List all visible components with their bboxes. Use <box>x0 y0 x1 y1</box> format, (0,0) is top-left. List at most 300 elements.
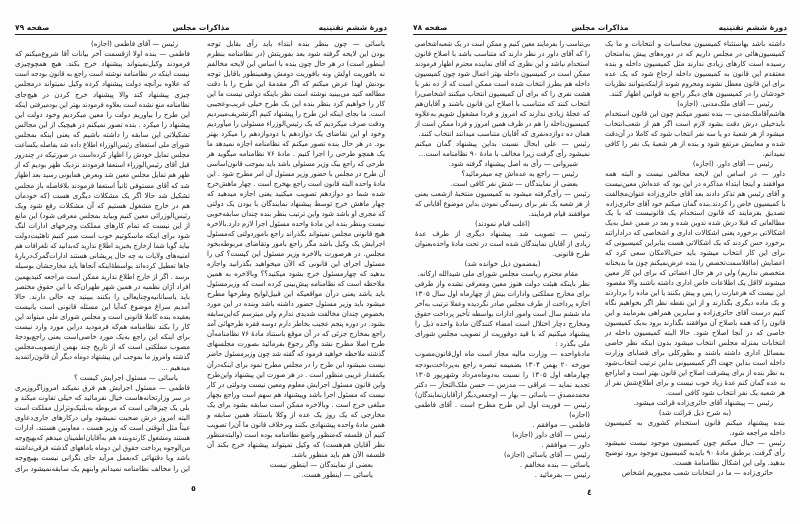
text-line <box>15 242 190 251</box>
text-line-content: آن طرح در مجلس با حضور وزیر مسئول آن امر مطرح شود . این <box>206 170 385 179</box>
text-line <box>605 200 785 209</box>
text-line-content: نمیدانم. <box>762 149 785 158</box>
text-line <box>207 270 385 279</box>
text-line <box>415 330 590 339</box>
text-line-content: آمدیم سراغ موضوع که‌آیا این مسئله قانونی است یانیست <box>15 302 190 311</box>
text-line-content: تصدیق بفرمایند که قانون استخدام یک قانونیست که با یک <box>605 209 785 218</box>
text-line-content: ماه ششم سال است وامور ادارات بواسطه تأخیر پرداخت حقوق <box>414 310 590 319</box>
text-line-content: نظامنامه منع نشده است بعلاوه فرمودند بهتر این بودمیرفتی اینکه <box>15 100 190 109</box>
text-line-content: نیست اینکه در نظامنامه نوشته است راجع به قانون بودجه است <box>15 70 190 79</box>
text-line-content: قانون را که همه باصلاح آن موافقند بگذارند برود به‌یک کمیسیون <box>604 319 785 328</box>
text-line-content: نمیشود رأی گرفت زیرا مخالف با مادهٔ ۹۰ نظامنامه است... <box>418 150 590 159</box>
text-line <box>605 70 785 79</box>
text-line-content: یاسائی — مسئول اجرایش کیست ؟ <box>73 373 178 382</box>
text-line <box>15 222 190 231</box>
text-line-content: مجلس تمایل خودش را اظهار کرده‌است در صورتیکه در چندروز <box>15 151 190 160</box>
text-line <box>15 252 190 261</box>
text-line-content: شود برای اینکه ماسکوتیم خوب است صبر کنیم تاهئیت‌دولت <box>15 232 190 241</box>
text-line-content: خودشان را در کمیسیون های دیگر راجع به قوانین اظهار کنند. <box>608 89 785 98</box>
text-line <box>15 414 190 423</box>
text-line <box>207 391 385 400</box>
page-number-label: صفحه ۷۹ <box>15 23 50 32</box>
text-line-content: چهار ماهش خرج توسط پیشنهاد نمایندگان با بودن یک دولتی <box>207 200 385 209</box>
text-line-content: ملی بگذرد : <box>555 340 590 349</box>
text-line <box>415 471 590 480</box>
right-page-left-column <box>415 40 590 480</box>
text-line-content: داور — موافقم . <box>541 440 590 449</box>
text-line-content: مسئول اجرای این قانونی که الآن میخواهید بگذرانید واجازه <box>207 260 385 269</box>
text-line-content: از هر شعبه یک نفر برای رسیدگی نمودن بداین موضوع آقایانی که <box>415 200 590 209</box>
text-line-content: تشکیلاتی این سابقه را داشته باشیم که یعنی اینکه بمجلس <box>15 130 190 139</box>
text-line <box>415 421 590 430</box>
text-line <box>415 40 590 49</box>
text-line <box>415 340 590 349</box>
text-line <box>15 40 190 49</box>
text-line-content: بودنش لهذا عرض میکنم که اگر مقدمهٔ این طرح را با دقت <box>207 80 385 89</box>
right-page-header <box>413 22 787 35</box>
text-line-content: داشته باشد بهاستثناء کمیسیون محاسبات و انتخابات و ما یک <box>605 40 785 48</box>
text-line <box>415 451 590 460</box>
text-line <box>207 220 385 229</box>
text-line <box>15 323 190 332</box>
left-page-right-column <box>207 40 385 480</box>
text-line-content: باشد ویا دقتهائی که‌بعمل مرآید جای نگرانی نیست بهیچ‌وجه <box>15 454 190 463</box>
text-line-content: هر شعبه یک نفر انتخاب شود کافی است. <box>665 388 785 397</box>
text-line <box>605 229 785 238</box>
text-line-content: رئیس — آقای داور (اجازه) <box>512 430 590 439</box>
text-line-content: در سر وزارتخانه‌هاست خیال نفرمائید که خیلی تفاوت میکند و <box>15 393 190 402</box>
text-line <box>605 409 785 418</box>
text-line <box>605 100 785 109</box>
text-line-content: رئیس — خیال میکنم چون کمیسیون موجود نیست نمیشود <box>605 438 785 447</box>
text-line <box>207 431 385 440</box>
text-line-content: مورخه ۲۰ بهمن ۱۳۰۴ بضمیمه تبصره راجع به‌پرداخت‌بودجه <box>415 360 590 369</box>
text-line <box>415 461 590 470</box>
text-line <box>415 441 590 450</box>
text-line <box>15 273 190 282</box>
text-line-content: بدهید که چهارمسئول خرج بشود میکنید؟؟ وبالاخره به همین <box>207 270 385 279</box>
text-line <box>15 91 190 100</box>
text-line-content: عیناً مثل آنوقتی است که وزیر هست ، معاونین هستند، ادارات <box>14 424 190 433</box>
text-line <box>207 130 385 139</box>
text-line <box>415 200 590 209</box>
text-line-content: از این نیست که تمام کارهای مملکت وچرخهای ادارات لنگ <box>15 221 190 230</box>
text-line <box>415 350 590 359</box>
text-line-content: (اغلب قیام نمودند) <box>475 220 530 229</box>
text-line <box>207 80 385 89</box>
text-line-content: شده شما دو دوازدهم تصویب میکنید یعنی اجازه میدهید که <box>207 190 385 199</box>
text-line <box>415 391 590 400</box>
text-line <box>207 320 385 329</box>
text-line <box>15 283 190 292</box>
text-line-content: نظر باینکه هیئت دولت هنوز معین ومعرفی نشده واز طرفی <box>415 280 590 289</box>
text-line-content: بدهید. ولی این اشکال نظامنامهٔ هست. <box>672 458 785 467</box>
text-line-content: ظهر هم تمایل مجلس معین شد وبعرض همایونی رسید بعد اظهار <box>15 171 190 180</box>
text-line-content: رئیس — آقای ملک‌مدنی. (اجازه) <box>677 99 773 108</box>
text-line-content: نیست که مسئول اجرا باشد وپیشنهاد هم سهم است وراجع بچهار <box>206 390 385 399</box>
text-line <box>415 140 590 149</box>
text-line-content: یاسائی — اینطور هست. <box>301 470 373 479</box>
text-line-content: و آقای رئیس هم تذکر دادند بعد آقای حائری‌زاده عنوان‌مخالفت <box>605 189 785 198</box>
text-line-content: یک همچو طرحی را اجرا کنیم . مادهٔ ۷۶ نظامنامه میگوید هر <box>207 150 385 159</box>
text-line <box>207 40 385 49</box>
text-line-content: مصوب مملکتی است که از تاریخ چند بهمن ازتصویب‌مجلس <box>15 343 190 352</box>
text-line <box>415 320 590 329</box>
text-line-content: که مجری او باشد شود واین ترتیب بنظر بنده چندان سابقه‌خوبی <box>206 210 385 219</box>
text-line <box>15 182 190 191</box>
text-line-content: من‌الوجوه پرداخت حقوق این دوماه باماههای گذشته فرقی‌نداشته <box>14 444 190 453</box>
text-line <box>605 259 785 268</box>
text-line-content: کنیم درست آقای حائری‌زاده و سایرین همراهی بفرمایند و این <box>605 309 785 318</box>
text-line <box>15 60 190 69</box>
text-line <box>207 340 385 349</box>
text-line <box>15 404 190 413</box>
text-line <box>207 190 385 199</box>
text-line-content: اجرایش یک وکیل باشد مگر راجع بامور وتقاضای مربوطه‌بخود <box>207 240 385 249</box>
text-line-content: این طرح را بیاوریم دولت را معین میکردیم وخود دولت این <box>15 110 190 119</box>
text-line-content: بشود. در دوره پنجم عجیب بخاطر دارم دوسه فقره طرحهائی آمد <box>207 320 385 329</box>
text-line <box>207 310 385 319</box>
text-line <box>605 459 785 468</box>
text-line-content: استخدام نباشد و این نظری که آقای نماینده محترم اظهار فرمودند <box>415 60 590 69</box>
text-line-content: نیست نمیشود این طرح را در مجلس مطرح نمود برای اینکه‌درآن <box>206 360 385 369</box>
text-line <box>207 250 385 259</box>
text-line <box>207 90 385 99</box>
text-line-content: نظر آقایان هم‌هست) که وکیل نمیتواند پیشنهاد خرج بکند آن <box>207 440 385 449</box>
text-line-content: اشکالاتی برخورد یعنی اشکالات اداری و اشخاصی که دراداراتند <box>604 229 785 238</box>
text-line-content: امنیه‌های ولایات به چه حال پریشانی هستند ادارات‌گمرک‌دربارهٔ <box>15 252 190 261</box>
text-line <box>207 120 385 129</box>
text-line <box>15 202 190 211</box>
text-line-content: مطالعه کنید می‌بینید نوشته است نظر باینکه دولتی نیست ما این <box>206 90 385 99</box>
text-line <box>415 110 590 119</box>
text-line-content: یکمقدار غریبی منظور است . در هر صورت این پیشنهاد واین‌طرح <box>207 370 385 379</box>
text-line-content: داخله است بداین جهت اگر کمیسیونی بداین ترتیب انتخاب‌شود <box>605 359 785 367</box>
text-line <box>415 120 590 129</box>
text-line <box>415 90 590 99</box>
text-line <box>415 150 590 159</box>
text-line-content: کمیسیون‌هائی در مجلس داریم که در دوره‌های پیش به‌امتحان <box>605 49 785 58</box>
text-line-content: انتخاب کنند که متناسب با اصلاح این قانون باشند و آقایان‌هم <box>415 100 590 109</box>
text-line-content: ملاحظه است که نظامنامه پیش‌بینی کرده است که وزیرمسئول <box>207 280 385 289</box>
text-line-content: رئیس — آقای داور. (اجازه) <box>692 159 773 168</box>
text-line <box>15 121 190 130</box>
text-line-content: محمدمصدق — یاسائی — بهار — (وجمعی‌دیگر ازآقایان‌نمایندگان) <box>415 390 590 399</box>
text-line <box>605 180 785 189</box>
text-line <box>605 309 785 318</box>
text-line-content: موافقند قیام فرمایند. <box>528 210 590 219</box>
text-line <box>415 230 590 239</box>
text-line <box>15 303 190 312</box>
text-line <box>605 339 785 348</box>
text-line <box>605 150 785 159</box>
text-line <box>605 419 785 428</box>
text-line-content: شیروانی — رأی به اصل پیشنهاد گرفته شود. <box>448 160 578 169</box>
text-line-content: یاسائی — چون بنظر بنده ابتداء باید رأی بقابل توجه <box>207 40 385 48</box>
text-line <box>15 232 190 241</box>
text-line <box>207 451 385 460</box>
left-page-left-column <box>15 40 190 474</box>
text-line <box>605 269 785 278</box>
text-line <box>415 60 590 69</box>
text-line-content: جاها تعطیل کرده‌اند بواسطهٔ‌اینکه آنجاها باید مخارجشان بوسیله <box>15 262 190 271</box>
text-line-content: همین مادهٔ واحده پیشنهادی بکنند وبرخلاف قانون ما آن‌را تصویب <box>207 420 385 429</box>
text-line <box>605 209 785 218</box>
text-line-content: فرمودند وکیل‌نمیتواند پیشنهاد خرج بکند. هیچ همچوچیزی <box>15 60 190 69</box>
text-line-content: برای این کار انتخاب میشود باید حتی‌الامکان سعی کرد که <box>605 249 785 258</box>
text-line <box>415 210 590 219</box>
publication-title: مذاکرات مجلس <box>172 23 230 32</box>
text-line <box>207 50 385 59</box>
text-line <box>415 280 590 289</box>
text-line-content: فلسفه الآن هم باید منظور باشد. <box>291 450 385 459</box>
text-line <box>605 429 785 438</box>
text-line <box>415 70 590 79</box>
text-line-content: که علاوه برآنچه دولت پیشنهاد کرده وکیل نمیتواند درمجلس <box>15 80 190 89</box>
text-line-content: بود. در هر حال بنده تصور میکنم که نظامنامه اجازه نمیدهد ما <box>207 140 385 149</box>
left-page-footer-number: ٥ <box>191 484 196 493</box>
text-line <box>15 131 190 140</box>
text-line-content: میشود باید وزیر مسئول حضور داشته باشد وبنده در این مورد <box>207 300 385 309</box>
text-line <box>605 50 785 59</box>
text-line <box>605 389 785 398</box>
text-line <box>15 444 190 453</box>
text-line <box>15 262 190 271</box>
text-line-content: بمسائل اداری داشته باشند و بطورکلی برای قضایای وزارت <box>605 349 785 358</box>
text-line-content: بیاید گویا شما ازخارج بخبرید اطلاع ندارید که‌بدانید که تلغرافات هم <box>15 242 190 251</box>
text-line-content: هیچ قانونی مجلس نمیتواند بگذراند راجع بامورد‌ولتی که‌مسئول <box>207 230 385 239</box>
text-line <box>415 250 590 259</box>
text-line <box>605 190 785 199</box>
text-line-content: زیادی از آقایان نمایندگان شده است در تحت مادهٔ واحده‌بعنوان <box>414 240 590 249</box>
text-line-content: گذشته ملاحظه خواهید فرمود که گفته شد چون وزیرمسئول حاضر <box>207 350 385 359</box>
text-line <box>15 151 190 160</box>
text-line <box>207 411 385 420</box>
text-line-content: افراد آژان نظمیه در همین شهر طهران‌که با این حقوق مختصر <box>14 282 190 291</box>
text-line-content: هم در خارج مشغول هستیم که آن مشکلات رفع شود ویک <box>15 201 190 210</box>
text-line <box>15 374 190 383</box>
text-line-content: و یک ماده دیگری بگذارند و از این نقطه نظر اگر بخواهیم نگاه <box>605 299 785 308</box>
text-line <box>207 461 385 470</box>
text-line <box>15 353 190 362</box>
text-line <box>207 260 385 269</box>
text-line <box>15 454 190 463</box>
text-line <box>605 60 785 69</box>
text-line-content: باید یاسبانانیه‌وچنایعالی را بکنند ببینید چه حالی دارند. حالا <box>15 292 190 301</box>
text-line <box>207 170 385 179</box>
text-line-content: برای مخارج مملکتی وادارات بیش از چهارماه اول سال ۱۳۰۵ <box>414 290 590 299</box>
text-line <box>415 50 590 59</box>
text-line-content: شده و معایبش مرتفع شود و بنده از هر شعبهٔ یک نفر را کافی <box>605 139 785 148</box>
text-line-content: خاصی که در آنجا اصلاح شود. حالا البته کمیسیون داخله در <box>605 329 785 338</box>
text-line-content: پیشنهاد میکنیم که با قید دوفوریت از تصویب مجلس شورای <box>415 330 590 339</box>
text-line <box>207 200 385 209</box>
text-line-content: بعضی از نمایندگان — اینطور نیست <box>269 460 373 469</box>
text-line <box>415 260 590 269</box>
text-line-content: ودقت صرف میکردیم که یک رئیس‌الوزراء مسئولی را میآوردیم <box>207 120 385 129</box>
text-line-content: برای این قانون معطل نشوند ومحروم شوند ازاینکه‌بتوانند نظریات <box>605 79 785 88</box>
text-line <box>15 424 190 433</box>
text-line-content: رأی گرفت. برطبق مادهٔ ۹۰ بایدبه کمیسیون موجود برود توضیح <box>605 448 785 457</box>
right-page-right-column <box>605 40 785 478</box>
text-line-content: که عجلهٔ زیادی ندارند که امروز و فردا مشغول شویم به‌علاوه <box>414 110 590 119</box>
text-line <box>415 411 590 420</box>
text-line <box>415 220 590 229</box>
text-line-content: متخصص نداریم) ولی در هر حال اعضائی که برای این کار معین <box>605 269 785 278</box>
text-line-content: مادهٔ واحده البته قانون است راجع بهخرج است . چهار ماهش‌خرج <box>206 180 385 189</box>
text-line <box>15 50 190 59</box>
text-line-content: فاطمی — بنده اولا ازقسمت آخر بیانات آقا شروع‌میکنم که <box>15 50 190 59</box>
text-line <box>605 140 785 149</box>
text-line <box>207 240 385 249</box>
text-line <box>605 299 785 308</box>
text-line <box>605 249 785 258</box>
text-line-content: طرح اصلا مطرح نشد واگر رجوع بفرمائید بصورت مجلسهای <box>207 340 385 349</box>
text-line-content: داور — در اساس این لایحه مخالفی نیست و البته همه <box>605 169 785 178</box>
text-line-content: کمیسیون‌داخله را هم در ظرف همین امروز و فردا ممکن است از <box>415 120 590 129</box>
text-line-content: قبل آقای رئیس‌الوزراء استعفا فرمودند نزدیک ظهر بودیم که از <box>15 161 190 170</box>
text-line <box>605 399 785 408</box>
text-line-content: بعقیده بنده کاملا قانونی است و مجلس شورای ملی میتواند این <box>14 312 190 321</box>
text-line <box>207 100 385 109</box>
right-page-footer-number: ٤ <box>587 488 592 497</box>
text-line-content: اعضایش (مااقلاسمت‌تخصص را بنده عرض‌نمیکنم چون ما بدبختانه <box>605 259 785 268</box>
text-line-content: بی‌تناسب را بفرمایند معین کنیم و ممکن است در یک شعبه‌اشخاصی <box>414 40 590 48</box>
text-line-content: کار را خواهیم کرد بنظر بنده این یک طرح خیلی غریب‌وعجیبی <box>207 100 385 109</box>
text-line-content: (بمضمون ذیل خوانده شد) <box>464 260 541 269</box>
text-line <box>415 371 590 380</box>
text-line-content: رئیس — تصویب شد. پیشنهاد دیگری از طرف عدهٔ <box>415 230 590 239</box>
text-line <box>207 230 385 239</box>
text-line <box>207 350 385 359</box>
text-line <box>415 300 590 309</box>
text-line <box>415 290 590 299</box>
text-line-content: تشکیل شد حالا اگر یک مشکلات دیگری هست (که خودمان <box>15 191 190 200</box>
text-line <box>605 239 785 248</box>
text-line <box>415 180 590 189</box>
text-line-content: این را مخالف نظامنامه نمیدانم وابنهم یک سابقه‌نمیشود برای <box>15 464 190 473</box>
text-line <box>605 219 785 228</box>
text-line-content: میدهیم ... <box>161 363 190 372</box>
text-line <box>15 293 190 302</box>
text-line <box>15 161 190 170</box>
text-line-content: هستند ومشغول کارندوبنده هم به‌آقایان‌اطمینان میدهم که‌بهیچ‌وجه <box>15 434 190 443</box>
text-line <box>415 401 590 410</box>
text-line-content: هاشم‌آقاملک‌مدنی — بنده تصور میکنم چون این قانون استخدام <box>605 109 785 118</box>
text-line-content: تجدید نماید — عراقی — مدرس — حسن ملک‌التجار — دکتر <box>414 380 590 389</box>
text-line <box>207 330 385 339</box>
text-line <box>207 210 385 219</box>
left-page-header <box>15 22 387 35</box>
text-line <box>605 289 785 298</box>
text-line <box>415 270 590 279</box>
text-line-content: معتقدم این قانون به کمیسیون داخله ارجاع شود که یک عده <box>605 69 785 78</box>
text-line <box>605 279 785 288</box>
text-line-content: رئیس — پیشنهاد آقای حائری‌زاده قرائت میشود. <box>633 398 773 407</box>
text-line <box>605 449 785 458</box>
text-line-content: برخورد حس کردند که یک اشکالاتی هست بنابراین کمیسیونی که <box>605 239 785 248</box>
text-line <box>15 364 190 373</box>
text-line <box>415 361 590 370</box>
text-line-content: یاسائی — بنده مخالفم . <box>519 460 590 469</box>
text-line <box>15 101 190 110</box>
text-line <box>605 359 785 368</box>
text-line-content: مبلغی خرج است . وبالاخره ممکن است سابقه بشود برای یک <box>207 400 385 409</box>
text-line-content: بلی یک چیزهائی است که مربوطه به‌بلتیک‌وتزلزل مملکت است <box>15 403 190 412</box>
text-line-content: کنیم آن فلسفه که‌منظور واضع نظامنامه بوده است (والبته‌منظور <box>206 430 385 439</box>
text-line-content: البته امروز درش صحبت نمیشود ولی درکارهای جاری‌دعاوی <box>15 414 190 423</box>
text-line-content: طرحی که راجع بیک وزیر مسئولی باشد باید بموجب قانون‌اساسی <box>207 160 385 169</box>
text-line-content: رسیده است کارهای زیادی ندارند مثل کمیسیون داخله و بنده <box>605 59 785 68</box>
text-line <box>415 381 590 390</box>
text-line <box>207 110 385 119</box>
text-line <box>15 212 190 221</box>
text-line-content: رئیس — آقای فاطمی (اجازه) <box>90 40 178 48</box>
text-line <box>15 343 190 352</box>
text-line-content: داخله هم بطرز انتخاب شده است ممکن است که از ده نفر یا <box>415 80 590 89</box>
text-line <box>207 300 385 309</box>
text-line-content: اجازه پرداخت از طرف مجلس صادر نگردیده وعملا ترتیب به‌آخر <box>414 300 590 309</box>
text-line <box>207 150 385 159</box>
text-line-content: واین قانون مسئول اجرایش معلوم ومعین نیست ودولتی در کار <box>206 380 385 389</box>
text-line <box>15 111 190 120</box>
text-line <box>207 381 385 390</box>
text-line-content: ومخارج دچار اختلال است امضاء کنندگان مادهٔ واحده ذیل را <box>415 320 590 329</box>
text-line-content: رئیس — آقای یاسائی (اجازه) <box>504 450 590 459</box>
text-line <box>605 369 785 378</box>
text-line-content: مطالعاتی که قبلا درش شده تدوین شده و بعد در ضمن عمل به‌یک <box>605 219 785 228</box>
text-line <box>15 171 190 180</box>
text-line-content: برای اینکه این راجع به‌یک مورد خاصی‌است یعنی راجع‌بودجهٔ <box>15 333 190 342</box>
text-line-content: (اجازه) <box>569 410 590 419</box>
text-line <box>415 190 590 199</box>
text-line <box>207 471 385 480</box>
text-line-content: مجلس. در هرصورت بالاخره وزیر مسئول این کیست؟ کی را <box>207 250 385 259</box>
text-line-content: کار را بکند نظامنامه هم‌که فرمودید دراین مورد وارد نیست <box>15 323 190 332</box>
text-line-content: بخصوص چندان مخالفت شدیدی ندارم ولی میترسم که‌این‌سابقه <box>207 310 385 319</box>
text-line-content: طرح قانونی. <box>552 250 590 259</box>
text-line <box>415 431 590 440</box>
text-line-content: رئیس — فوریت اول این طرح مطرح است . آقای فاطمی <box>415 400 590 409</box>
text-line <box>415 130 590 139</box>
text-line <box>415 160 590 169</box>
text-line <box>605 40 785 49</box>
text-line-content: بعضی از نمایندگان — شش نفر کافی است. <box>450 180 578 189</box>
text-line <box>15 434 190 443</box>
text-line-content: همان ده دوازده‌نفری که آقایان متناسب میدانند انتخاب کنند. <box>418 130 590 139</box>
text-line <box>15 333 190 342</box>
text-line <box>15 394 190 403</box>
text-line-content: حائری‌زاده — ما در انتخابات شعب مجبوریم اشخاص <box>621 468 773 477</box>
text-line-content: این نیست که هرعبارت را پس و پیش بکنند یا این ماده را برداردند <box>605 289 785 298</box>
text-line <box>415 310 590 319</box>
text-line-content: شورای ملی استعفای رئیس‌الوزراء اطلاع داده شد بفاصله یکساعت <box>15 141 190 150</box>
text-line <box>415 170 590 179</box>
text-line <box>605 329 785 338</box>
page-number-label: صفحه ۷۸ <box>413 23 448 32</box>
text-line-content: به عده گمان کنم عدهٔ زیاد خوب نیست و برای اطلاع‌شش نفر از <box>604 378 785 387</box>
text-line-content: را که آقای داور در نظر دارند که متناسب باشد با اصلاح قانون <box>414 50 590 59</box>
text-line <box>605 130 785 139</box>
text-line <box>605 110 785 119</box>
text-line <box>605 90 785 99</box>
text-line <box>605 469 785 478</box>
text-line-content: بودن این لایحه گرفته شود بعد بفوریتش (در نظامنامه بنظرم <box>207 50 385 59</box>
text-line <box>15 313 190 322</box>
text-line-content: فاطمی — موافقم . <box>532 420 590 429</box>
text-line-content: داخله مراجعه شود. <box>729 428 785 437</box>
text-line <box>15 192 190 201</box>
